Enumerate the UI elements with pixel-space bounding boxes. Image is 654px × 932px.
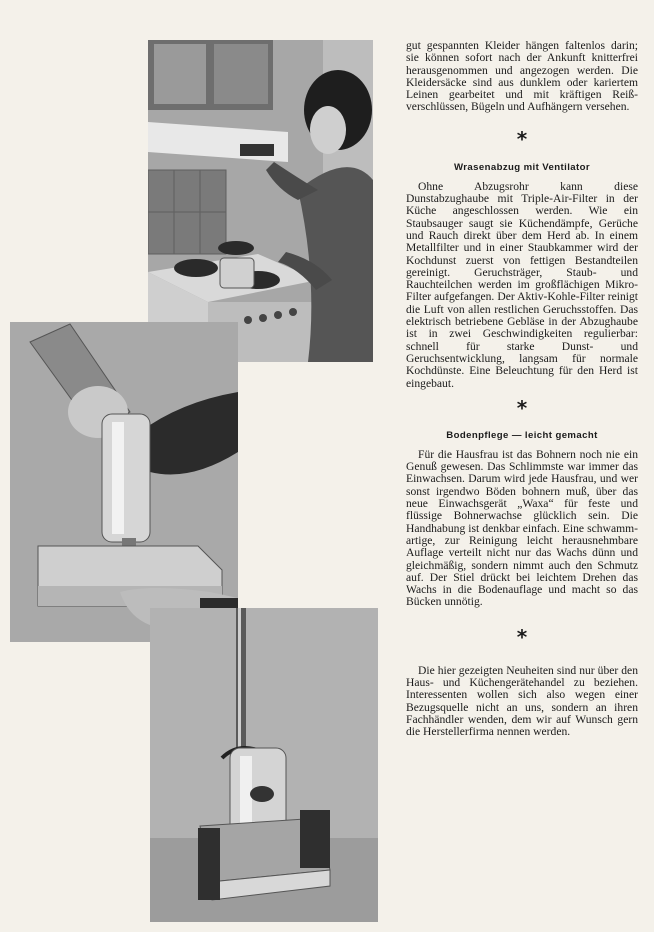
section-separator: * (516, 624, 528, 649)
section-heading-wrasenabzug: Wrasenabzug mit Ventilator (453, 161, 591, 173)
section-separator: * (516, 126, 528, 151)
photo-wax-applicator-hand (10, 322, 238, 642)
floor-waxer-illustration (150, 608, 378, 922)
section-body-bodenpflege: Für die Hausfrau ist das Bohnern noch nie ein Genuß gewesen. Das Schlimmste war immer das Einwachsen. Darum wird jede Hausfrau, und wer sonst irgendwo Böden bohnern muß, über das neue Einwachsgerät „Waxa“ für feste und flüssige Bohnerwachse glücklich sein. Die Handhabung ist denkbar einfach. Eine schwammartige, zur Reinigung leicht herausnehmbare Auflage verteilt nicht nur das Wachs dünn und gleichmäßig, sondern nimmt auch den Schmutz auf. Der Stiel drückt bei leichtem Drehen das Wachs in die Bodenauflage und macht so das Bücken unnötig. (406, 447, 638, 609)
filter-device-illustration (10, 322, 238, 642)
kitchen-hood-illustration (148, 40, 373, 362)
section-heading-bodenpflege: Bodenpflege — leicht gemacht (446, 429, 598, 441)
section-separator: * (516, 395, 528, 420)
article-text-column (406, 40, 638, 738)
closing-paragraph: Die hier gezeigten Neuheiten sind nur über den Haus- und Küchengerätehandel zu beziehen. Interessenten wollen sich also wegen einer Bezugsquelle nicht an uns, sondern an ihren Fachhändler wenden, dem wir auf Wunsch gern die Herstellerfirma nennen werden. (406, 663, 638, 739)
intro-paragraph: gut gespannten Kleider hängen faltenlos darin; sie können sofort nach der Ankunft knitterfrei herausgenommen und angezogen werden. Die Kleidersäcke sind aus dunklem oder kariertem Leinen gearbeitet und mit kräftigen Reißverschlüssen, Bügeln und Aufhängern versehen. (406, 39, 638, 114)
photo-floor-waxer (150, 608, 378, 922)
photo-kitchen-hood (148, 40, 373, 362)
section-body-wrasenabzug: Ohne Abzugsrohr kann diese Dunstabzughaube mit Triple-Air-Filter in der Küche angeschlossen werden. Wie ein Staubsauger saugt sie Küchendämpfe, Gerüche und Rauch direkt über dem Herd ab. In einem Metallfilter und in einer Staubkammer wird der Kochdunst zuerst von fettigen Bestandteilen gereinigt. Geruchsträger, Staub- und Rauchteilchen werden im großflächigen Mikro-Filter aufgefangen. Der Aktiv-Kohle-Filter reinigt die Luft von allen restlichen Geruchsstoffen. Das elektrisch betriebene Gebläse in der Abzughaube ist in zwei Geschwindigkeiten regulierbar: schnell für starke Dunst- und Geruchsentwicklung, langsam für normale Kochdünste. Eine Beleuchtung für den Herd ist eingebaut. (406, 179, 638, 390)
